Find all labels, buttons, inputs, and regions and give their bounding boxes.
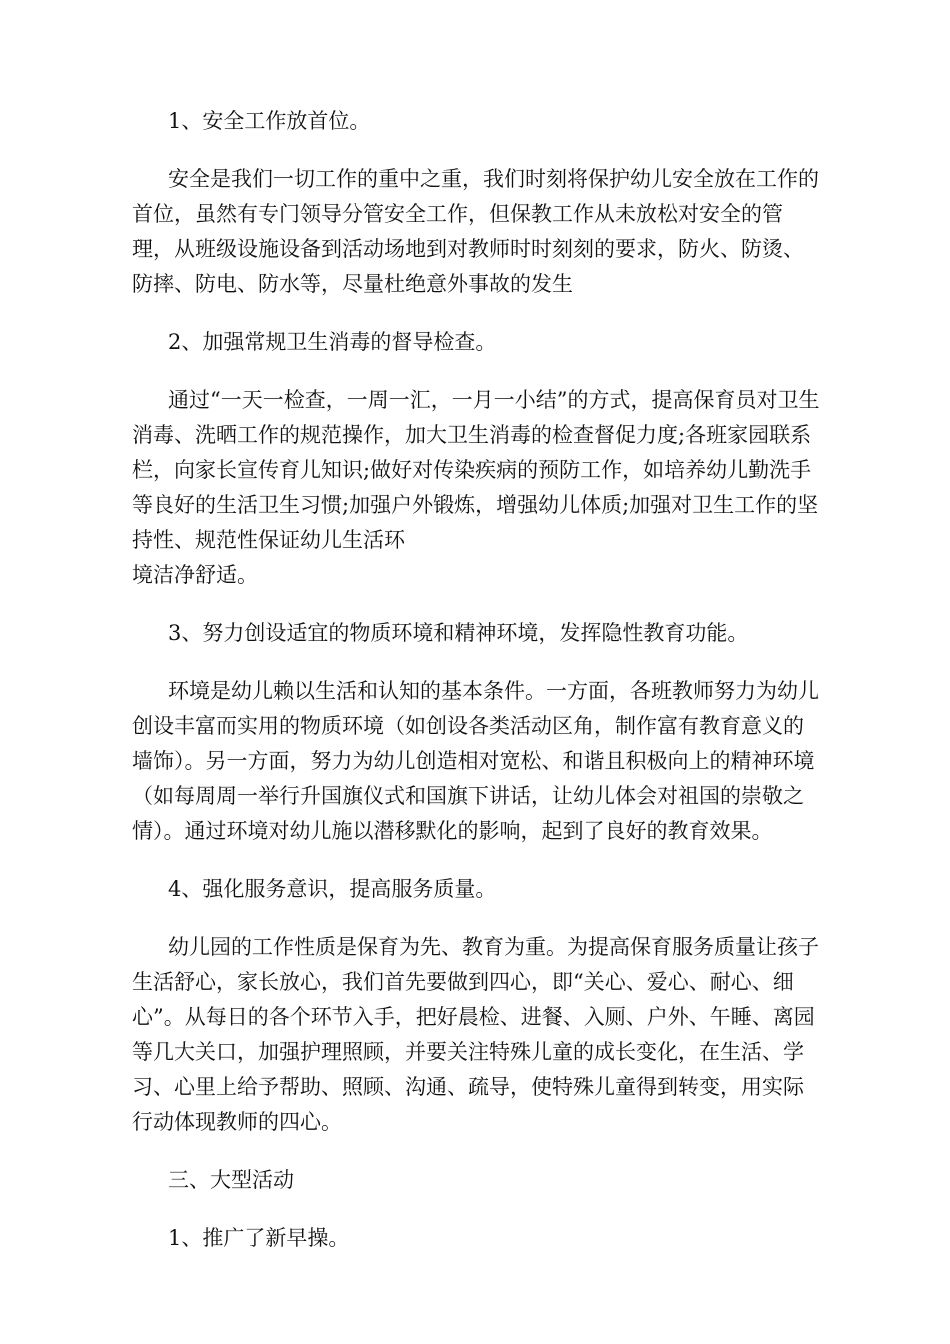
section-heading-activities: 三、大型活动 [168, 1168, 294, 1192]
paragraph-environment: 环境是幼儿赖以生活和认知的基本条件。一方面，各班教师努力为幼儿创设丰富而实用的物质环境（如创设各类活动区角，制作富有教育意义的墙饰）。另一方面，努力为幼儿创造相对宽松、和谐且积极向上的精神环境（如每周周一举行升国旗仪式和国旗下讲话，让幼儿体会对祖国的崇敬之情）。通过环境对幼儿施以潜移默化的影响，起到了良好的教育效果。 [132, 679, 819, 843]
section-heading-environment: 3、努力创设适宜的物质环境和精神环境，发挥隐性教育功能。 [168, 621, 749, 645]
paragraph-hygiene-tail: 境洁净舒适。 [132, 563, 258, 587]
paragraph-service: 幼儿园的工作性质是保育为先、教育为重。为提高保育服务质量让孩子生活舒心，家长放心，我们首先要做到四心，即“关心、爱心、耐心、细心”。从每日的各个环节入手，把好晨检、进餐、入厕、户外、午睡、离园等几大关口，加强护理照顾，并要关注特殊儿童的成长变化，在生活、学习、心里上给予帮助、照顾、沟通、疏导，使特殊儿童得到转变，用实际行动体现教师的四心。 [132, 935, 819, 1134]
section-heading-service: 4、强化服务意识，提高服务质量。 [168, 877, 497, 901]
paragraph-hygiene-main: 通过“一天一检查，一周一汇，一月一小结”的方式，提高保育员对卫生消毒、洗晒工作的规范操作，加大卫生消毒的检查督促力度;各班家园联系栏，向家长宣传育儿知识;做好对传染疾病的预防工作，如培养幼儿勤洗手等良好的生活卫生习惯;加强户外锻炼，增强幼儿体质;加强对卫生工作的坚持性、规范性保证幼儿生活环 [132, 388, 820, 552]
paragraph-safety: 安全是我们一切工作的重中之重，我们时刻将保护幼儿安全放在工作的首位，虽然有专门领导分管安全工作，但保教工作从未放松对安全的管理，从班级设施设备到活动场地到对教师时时刻刻的要求，防火、防烫、防摔、防电、防水等，尽量杜绝意外事故的发生 [132, 167, 819, 296]
section-heading-safety: 1、安全工作放首位。 [168, 109, 371, 133]
paragraph-hygiene [132, 383, 822, 593]
document-body [132, 104, 822, 1279]
section-heading-morning-exercise: 1、推广了新早操。 [168, 1226, 350, 1250]
section-heading-hygiene: 2、加强常规卫生消毒的督导检查。 [168, 330, 497, 354]
